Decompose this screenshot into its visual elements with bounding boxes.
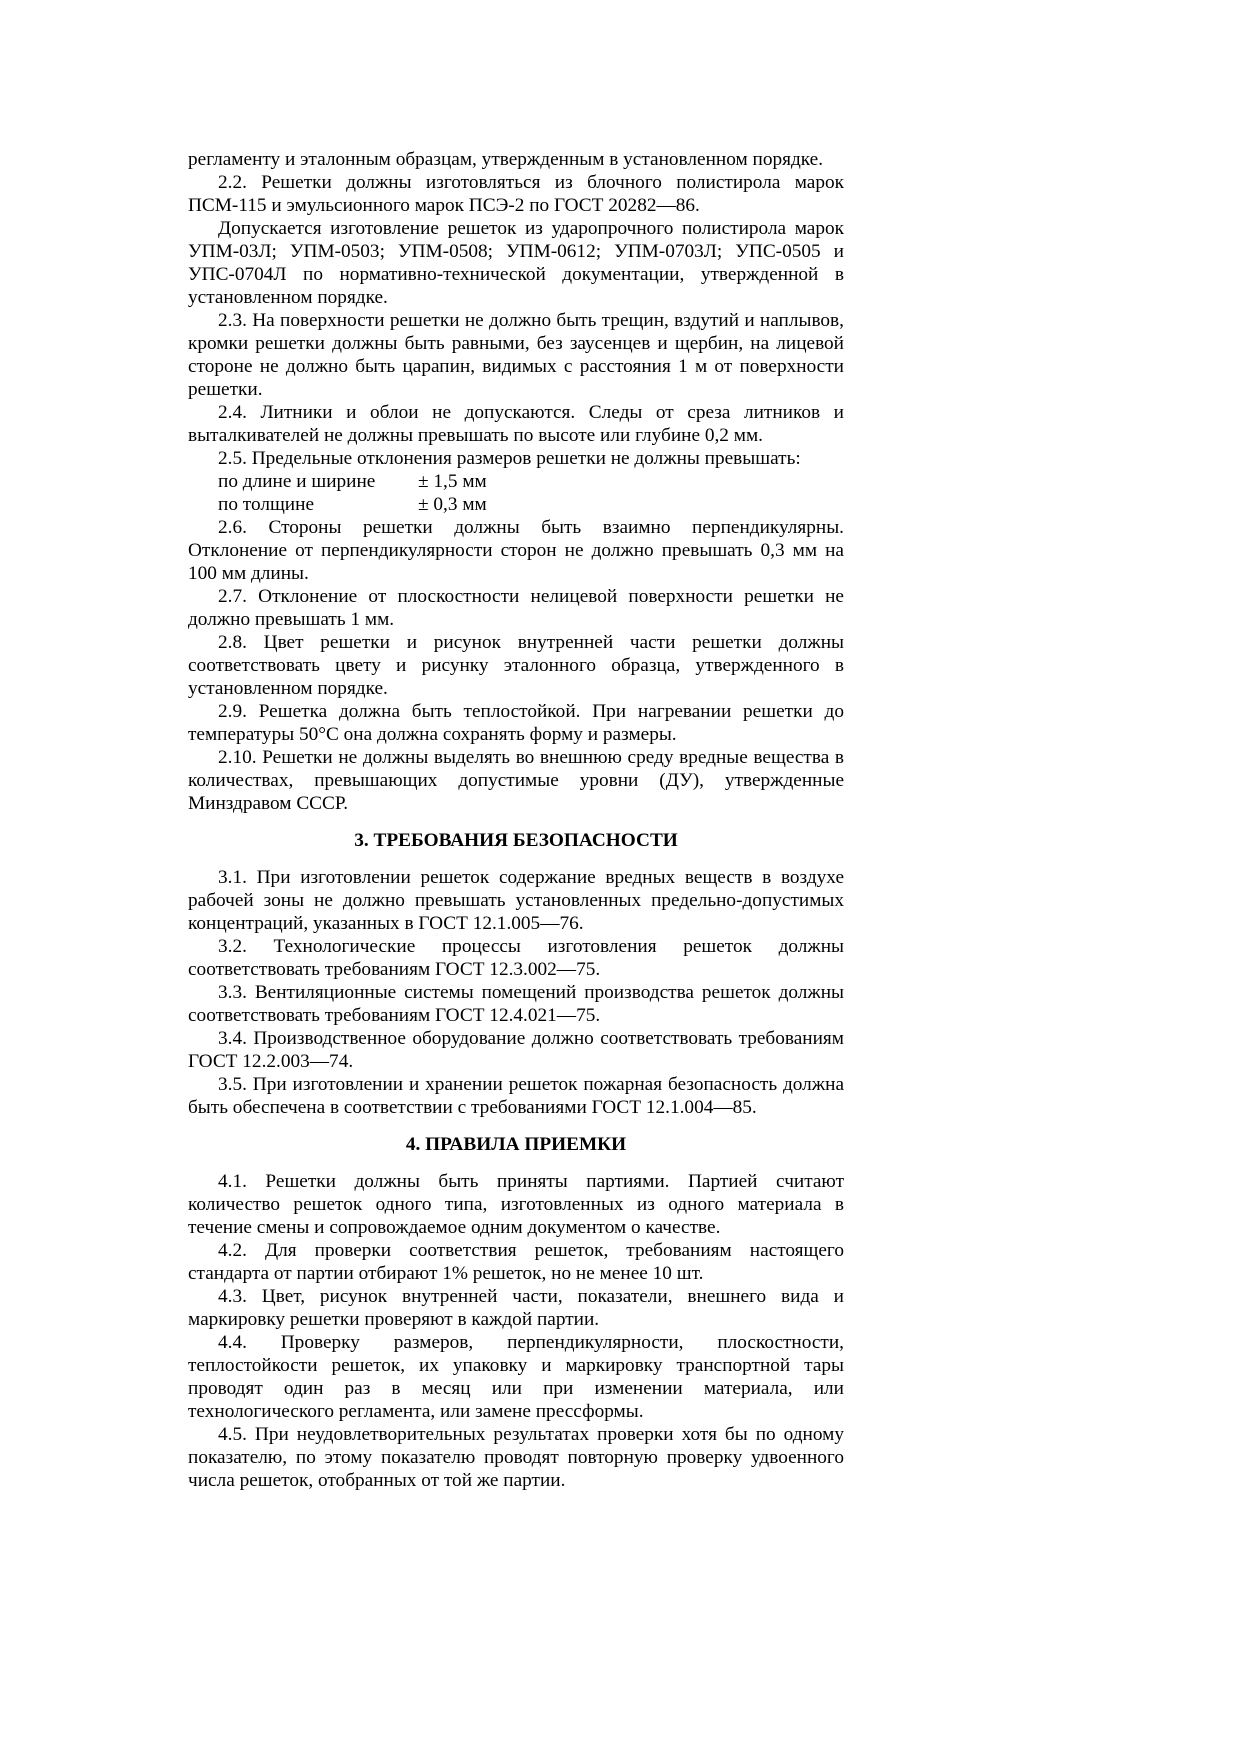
tolerance-row xyxy=(188,470,844,493)
paragraph-2-3: 2.3. На поверхности решетки не должно быть трещин, вздутий и наплывов, кромки решетки должны быть равными, без заусенцев и щербин, на лицевой стороне не должно быть царапин, видимых с расстояния 1 м от поверхности решетки. xyxy=(188,310,844,400)
paragraph-3-1: 3.1. При изготовлении решеток содержание вредных веществ в воздухе рабочей зоны не должно превышать установленных предельно-допустимых концентраций, указанных в ГОСТ 12.1.005—76. xyxy=(188,867,844,934)
tolerance-label: по толщине xyxy=(218,494,315,515)
paragraph-2-5: 2.5. Предельные отклонения размеров решетки не должны превышать: xyxy=(218,448,801,469)
tolerance-value: ± 1,5 мм xyxy=(418,471,487,492)
tolerance-label: по длине и ширине xyxy=(218,471,376,492)
paragraph-2-10: 2.10. Решетки не должны выделять во внешнюю среду вредные вещества в количествах, превышающих допустимые уровни (ДУ), утвержденные Минздравом СССР. xyxy=(188,747,844,814)
paragraph-2-7: 2.7. Отклонение от плоскостности нелицевой поверхности решетки не должно превышать 1 мм. xyxy=(188,586,844,630)
tolerance-value: ± 0,3 мм xyxy=(418,494,487,515)
paragraph-4-2: 4.2. Для проверки соответствия решеток, требованиям настоящего стандарта от партии отбирают 1% решеток, но не менее 10 шт. xyxy=(188,1240,844,1284)
tolerance-row xyxy=(188,493,844,516)
paragraph-continuation: регламенту и эталонным образцам, утвержденным в установленном порядке. xyxy=(188,149,824,170)
paragraph-2-8: 2.8. Цвет решетки и рисунок внутренней части решетки должны соответствовать цвету и рисунку эталонного образца, утвержденного в установленном порядке. xyxy=(188,632,844,699)
paragraph-2-4: 2.4. Литники и облои не допускаются. Следы от среза литников и выталкивателей не должны превышать по высоте или глубине 0,2 мм. xyxy=(188,402,844,446)
paragraph-2-2: 2.2. Решетки должны изготовляться из блочного полистирола марок ПСМ-115 и эмульсионного марок ПСЭ-2 по ГОСТ 20282—86. xyxy=(188,172,844,216)
section-heading-3: 3. ТРЕБОВАНИЯ БЕЗОПАСНОСТИ xyxy=(354,830,678,851)
paragraph-2-9: 2.9. Решетка должна быть теплостойкой. При нагревании решетки до температуры 50°С она должна сохранять форму и размеры. xyxy=(188,701,844,745)
paragraph-3-5: 3.5. При изготовлении и хранении решеток пожарная безопасность должна быть обеспечена в соответствии с требованиями ГОСТ 12.1.004—85. xyxy=(188,1074,844,1118)
paragraph-4-3: 4.3. Цвет, рисунок внутренней части, показатели, внешнего вида и маркировку решетки проверяют в каждой партии. xyxy=(188,1286,844,1330)
paragraph-2-6: 2.6. Стороны решетки должны быть взаимно перпендикулярны. Отклонение от перпендикулярности сторон не должно превышать 0,3 мм на 100 мм длины. xyxy=(188,517,844,584)
paragraph-3-4: 3.4. Производственное оборудование должно соответствовать требованиям ГОСТ 12.2.003—74. xyxy=(188,1028,844,1072)
paragraph-2-2-addendum: Допускается изготовление решеток из ударопрочного полистирола марок УПМ-03Л; УПМ-0503; УПМ-0508; УПМ-0612; УПМ-0703Л; УПС-0505 и УПС-0704Л по нормативно-технической документации, утвержденной в установленном порядке. xyxy=(188,218,844,308)
paragraph-4-1: 4.1. Решетки должны быть приняты партиями. Партией считают количество решеток одного типа, изготовленных из одного материала в течение смены и сопровождаемое одним документом о качестве. xyxy=(188,1171,844,1238)
paragraph-3-2: 3.2. Технологические процессы изготовления решеток должны соответствовать требованиям ГОСТ 12.3.002—75. xyxy=(188,936,844,980)
paragraph-4-4: 4.4. Проверку размеров, перпендикулярности, плоскостности, теплостойкости решеток, их упаковку и маркировку транспортной тары проводят один раз в месяц или при изменении материала, или технологического регламента, или замене прессформы. xyxy=(188,1332,844,1422)
paragraph-3-3: 3.3. Вентиляционные системы помещений производства решеток должны соответствовать требованиям ГОСТ 12.4.021—75. xyxy=(188,982,844,1026)
paragraph-4-5: 4.5. При неудовлетворительных результатах проверки хотя бы по одному показателю, по этому показателю проводят повторную проверку удвоенного числа решеток, отобранных от той же партии. xyxy=(188,1424,844,1491)
section-heading-4: 4. ПРАВИЛА ПРИЕМКИ xyxy=(405,1134,627,1155)
document-page xyxy=(188,148,844,1492)
